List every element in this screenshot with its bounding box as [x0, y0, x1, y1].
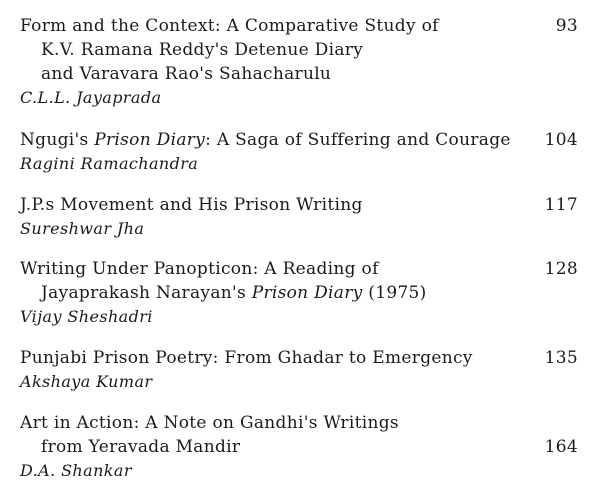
entry-author: D.A. Shankar [20, 461, 132, 480]
entry-title-line [20, 435, 580, 459]
page-number: 104 [544, 130, 578, 150]
toc-entry [20, 193, 580, 241]
entry-title-line [20, 14, 580, 38]
entry-title-text: K.V. Ramana Reddy's Detenue Diary [41, 40, 364, 60]
page-number: 164 [544, 437, 578, 457]
entry-title-text: Ngugi's [20, 130, 95, 150]
entry-title-text: Punjabi Prison Poetry: From Ghadar to Emergency [20, 348, 473, 368]
entry-title-text: and Varavara Rao's Sahacharulu [41, 64, 332, 84]
entry-title-line [20, 62, 580, 86]
toc-entry [20, 257, 580, 329]
entry-title-line [20, 193, 580, 217]
entry-author: Ragini Ramachandra [20, 154, 199, 173]
toc-entry [20, 411, 580, 483]
entry-title-text: : A Saga of Suffering and Courage [205, 130, 511, 150]
entry-title-italic: Prison Diary [94, 130, 206, 150]
entry-author: C.L.L. Jayaprada [20, 88, 162, 107]
entry-title-line [20, 128, 580, 152]
toc-entry [20, 128, 580, 176]
page-number: 93 [555, 16, 578, 36]
entry-title-line [20, 257, 580, 281]
page-number: 135 [544, 348, 578, 368]
entry-title-line [20, 346, 580, 370]
entry-title-italic: Prison Diary [251, 283, 363, 303]
entry-title-line [20, 38, 580, 62]
entry-title-text: Form and the Context: A Comparative Study of [20, 16, 439, 36]
entry-title-line [20, 281, 580, 305]
entry-title-text: (1975) [362, 283, 427, 303]
entry-author: Akshaya Kumar [20, 372, 153, 391]
toc-entry [20, 346, 580, 394]
entry-author: Sureshwar Jha [20, 219, 145, 238]
page-number: 128 [544, 259, 578, 279]
entry-title-text: Jayaprakash Narayan's [41, 283, 252, 303]
entry-title-text: J.P.s Movement and His Prison Writing [20, 195, 363, 215]
entry-title-text: from Yeravada Mandir [41, 437, 241, 457]
entry-title-text: Writing Under Panopticon: A Reading of [20, 259, 379, 279]
entry-author: Vijay Sheshadri [20, 307, 153, 326]
toc-entry [20, 14, 580, 110]
page-number: 117 [544, 195, 578, 215]
entry-title-text: Art in Action: A Note on Gandhi's Writings [20, 413, 399, 433]
